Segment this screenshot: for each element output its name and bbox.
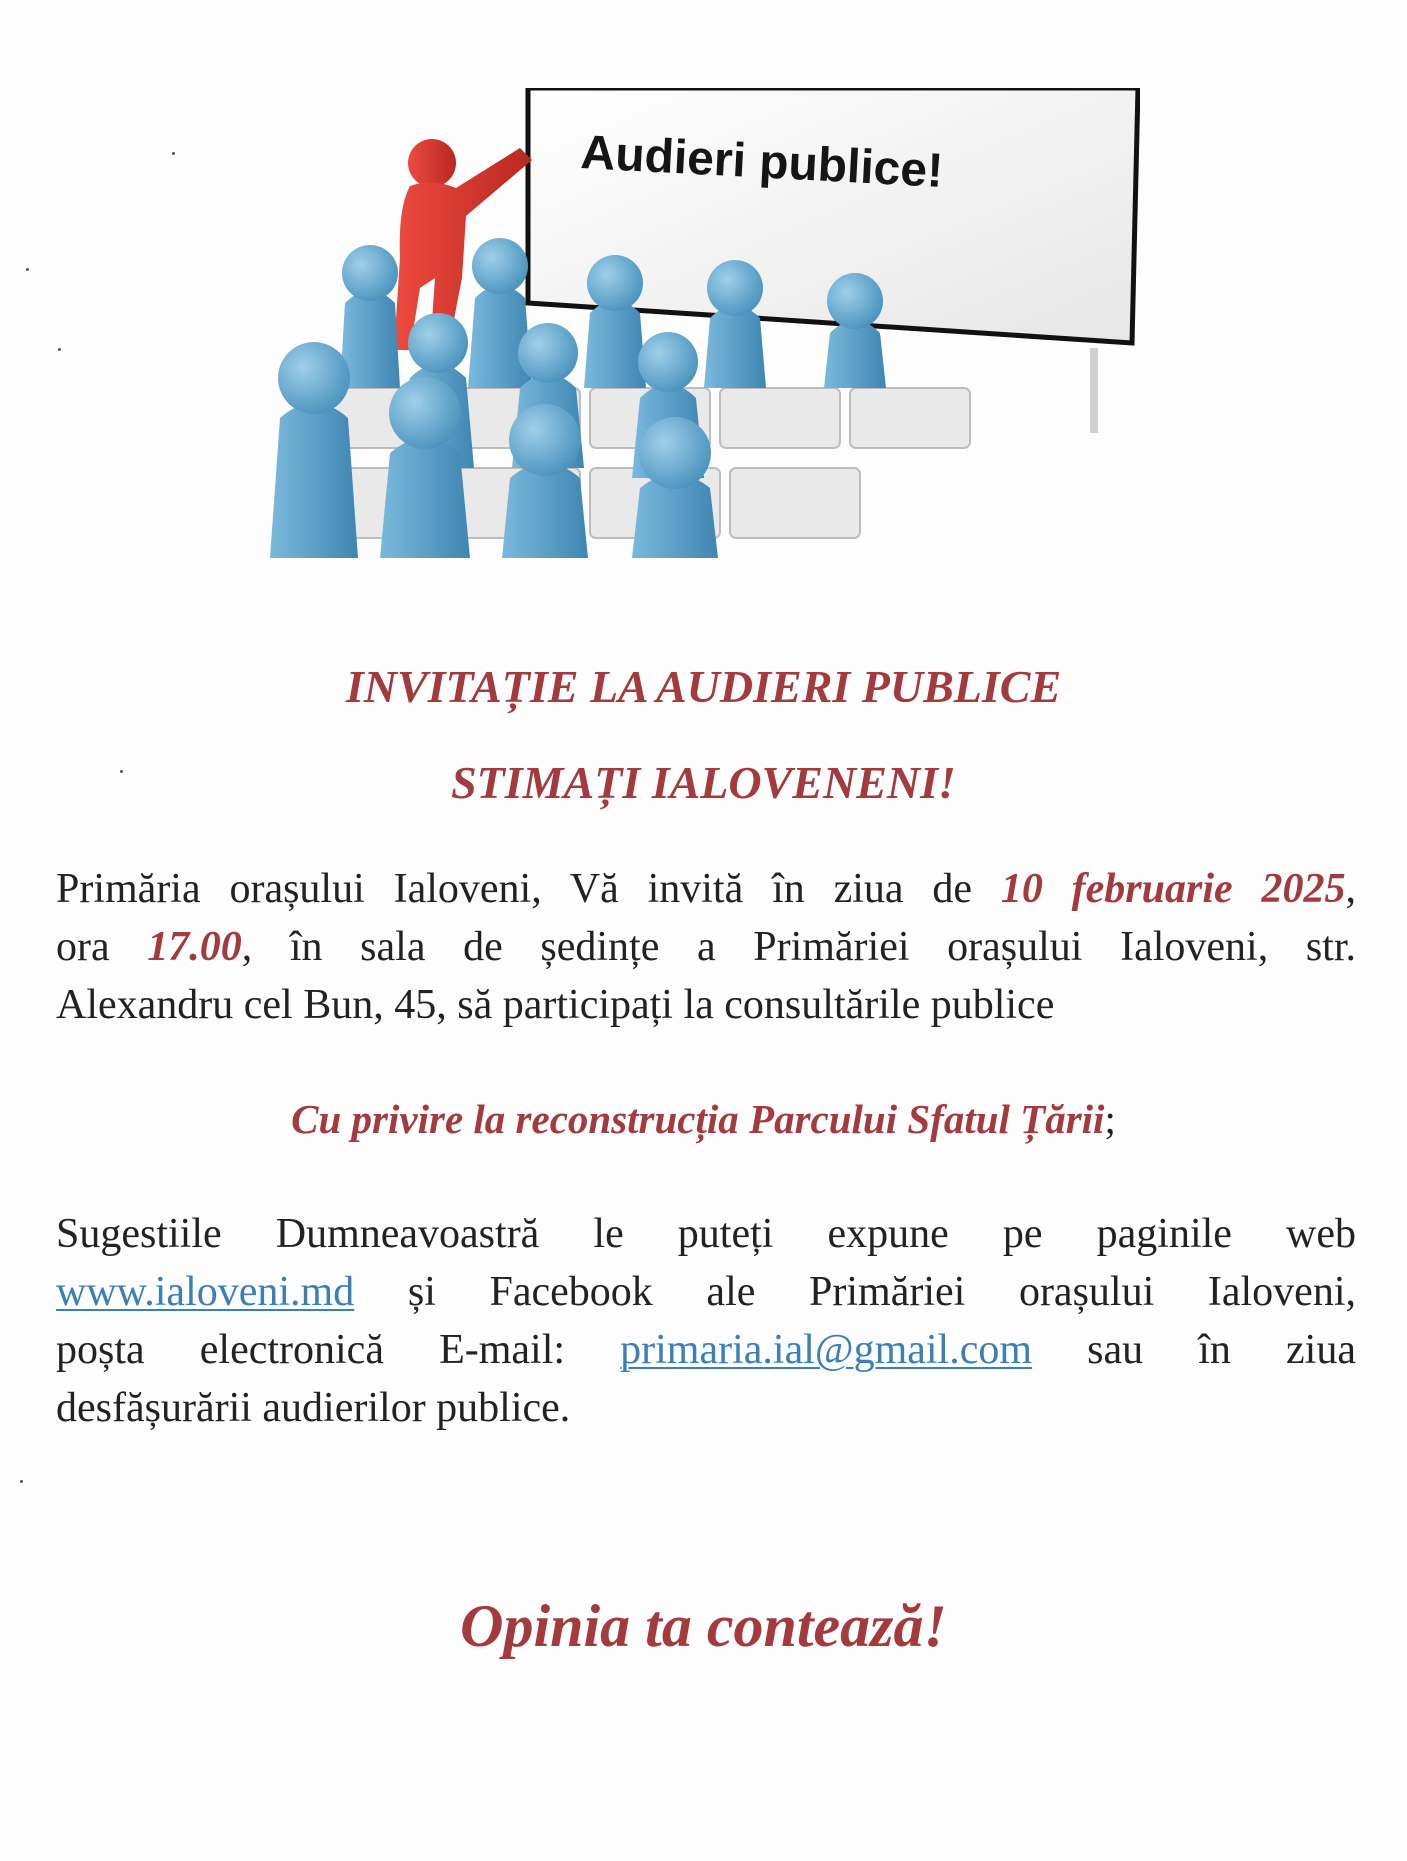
scan-speck	[58, 348, 61, 351]
greeting: STIMAȚI IALOVENENI!	[451, 757, 956, 808]
suggestions-line-3: poșta electronică E-mail: primaria.ial@gmail.com sau în ziua	[56, 1327, 1356, 1373]
page-title: INVITAȚIE LA AUDIERI PUBLICE	[345, 661, 1062, 712]
invitation-paragraph	[56, 860, 1356, 1034]
suggestions-line-2: www.ialoveni.md și Facebook ale Primăriei orașului Ialoveni,	[56, 1269, 1356, 1315]
invitation-line-1: Primăria orașului Ialoveni, Vă invită în ziua de 10 februarie 2025,	[56, 866, 1356, 912]
board-text: Audieri publice!	[579, 126, 945, 198]
email-link[interactable]: primaria.ial@gmail.com	[620, 1327, 1033, 1373]
event-time: 17.00	[147, 924, 242, 970]
website-link[interactable]: www.ialoveni.md	[56, 1269, 355, 1315]
audieri-publice-illustration	[270, 88, 1140, 558]
suggestions-paragraph	[56, 1205, 1356, 1437]
suggestions-line-1: Sugestiile Dumneavoastră le puteți expune pe paginile web	[56, 1211, 1356, 1257]
consultation-subject: Cu privire la reconstrucția Parcului Sfatul Țării;	[291, 1096, 1116, 1142]
suggestions-line-4: desfășurării audierilor publice.	[56, 1385, 571, 1431]
scan-speck	[20, 1480, 23, 1483]
event-date: 10 februarie 2025	[1000, 866, 1346, 912]
scan-speck	[26, 268, 29, 271]
invitation-line-2: ora 17.00, în sala de ședințe a Primăriei orașului Ialoveni, str.	[56, 924, 1356, 970]
closing-slogan: Opinia ta contează!	[460, 1593, 947, 1659]
scan-speck	[172, 152, 175, 155]
invitation-line-3: Alexandru cel Bun, 45, să participați la consultările publice	[56, 982, 1055, 1028]
